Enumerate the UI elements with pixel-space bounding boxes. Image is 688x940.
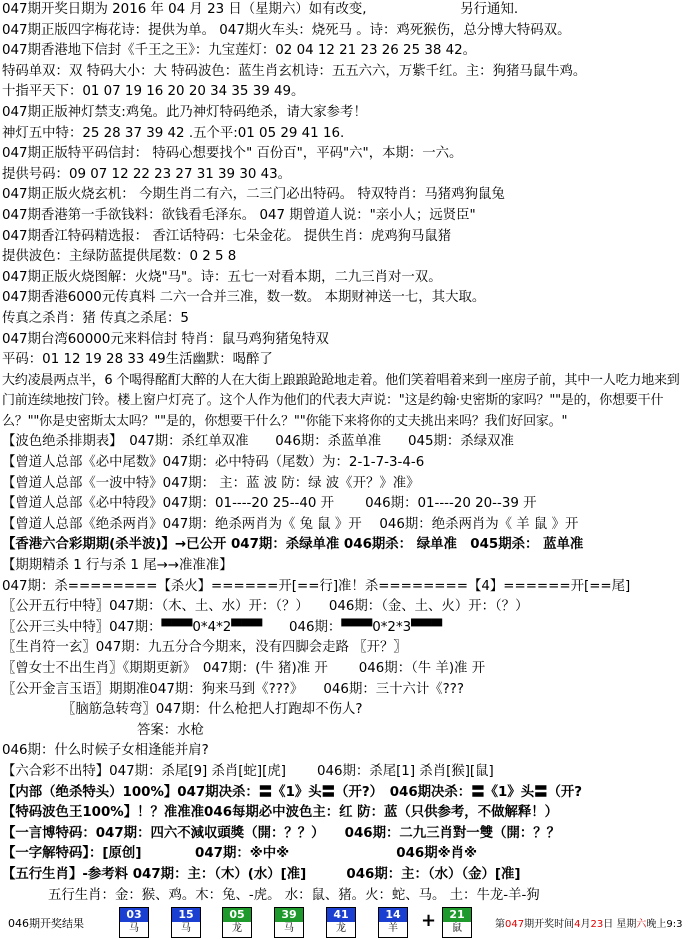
no-special-line: 【六合彩不出特】047期：杀尾[9] 杀肖[蛇][虎] 046期：杀尾[1] 杀肖[猴][鼠] bbox=[2, 763, 494, 779]
fax-6000-line: 047期香港6000元传真料 二六一合并三准，数一数。 本期财神送一七，其大取。 bbox=[2, 290, 486, 306]
tail-number-line: 【曾道人总部《必中尾数》047期：必中特码（尾数）为：2-1-7-3-4-6 bbox=[2, 455, 425, 471]
forecast-document bbox=[2, 0, 686, 906]
one-char-special-line: 【一字解特码】：[原创] 047期：※中※ 046期※肖※ bbox=[2, 846, 478, 862]
plum-poem-line: 047期正版四字梅花诗：提供为单。 047期火车头：烧死马 。诗：鸡死猴伤，总分博大特码双。 bbox=[2, 22, 571, 38]
flat-humor-line: 平码：01 12 19 28 33 49生活幽默：喝醉了 bbox=[2, 352, 273, 368]
results-label: 046期开奖结果 bbox=[8, 917, 84, 930]
five-element-zodiac-line: 【五行生肖】-参考料 047期：主：（木）(水）[准] 046期：主：（水）（金）[准] bbox=[2, 866, 521, 882]
kill-half-wave-line: 【香港六合彩期期(杀半波)】→已公开 047期：杀绿单准 046期杀： 绿单准 045期杀： 蓝单准 bbox=[2, 537, 584, 553]
golden-words-line: 〖公开金言玉语〗期期准047期：狗来马到《???》 046期：三十六计《??? bbox=[2, 681, 464, 697]
result-ball: 14 羊 bbox=[378, 907, 408, 938]
result-ball: 03 马 bbox=[119, 907, 149, 938]
taiwan-envelope-line: 047期台湾60000元来料信封 特肖：鼠马鸡狗猪兔特双 bbox=[2, 331, 329, 347]
envelope-line: 047期香港地下信封《千王之王》：九宝莲灯：02 04 12 21 23 26 25 38 42。 bbox=[2, 43, 477, 59]
madam-zeng-line: 〖曾女士不出生肖〗《期期更新》 047期：(牛 猪)准 开 046期：（牛 羊)准 开 bbox=[2, 661, 486, 677]
special-ball: 21 鼠 bbox=[442, 907, 472, 938]
lamp-ban-line: 047期正版神灯禁支:鸡兔。此乃神灯特码绝杀，请大家参考！ bbox=[2, 104, 367, 120]
lamp-five-line: 神灯五中特：25 28 37 39 42 .五个平:01 05 29 41 16. bbox=[2, 125, 345, 141]
result-ball: 05 龙 bbox=[222, 907, 252, 938]
flat-envelope-line: 047期正版特平码信封： 特码心想要找个" 百份百"，平码"六"，本期：一六。 bbox=[2, 146, 463, 162]
fire-secret-line: 047期正版火烧玄机： 今期生肖二有六，二三门必出特码。 特双特肖：马猪鸡狗鼠兔 bbox=[2, 187, 505, 203]
result-ball: 15 马 bbox=[171, 907, 201, 938]
next-draw-info: 第047期开奖时间4月23日 星期六晚上9:3 bbox=[495, 919, 683, 930]
teaser-046-line: 046期：什么时候子女相逢能并肩? bbox=[2, 743, 209, 759]
draw-results-bar bbox=[0, 905, 688, 940]
teaser-answer-line: 答案：水枪 bbox=[137, 722, 204, 738]
three-heads-line: 〖公开三头中特〗047期：▀▀▀0*4*2▀▀▀ 046期：▀▀▀0*2*3▀▀▀ bbox=[2, 619, 443, 635]
ten-fingers-line: 十指平天下：01 07 19 16 20 20 34 35 39 49。 bbox=[2, 84, 305, 100]
five-elements-line: 〖公开五行中特〗047期：（木、土、水）开：（？） 046期：（金、土、火）开：（？） bbox=[2, 599, 529, 615]
one-wave-line: 【曾道人总部《一波中特》047期： 主：蓝 波 防：绿 波《开？》准》 bbox=[2, 475, 420, 491]
draw-date-line: 047期开奖日期为 2016 年 04 月 23 日（星期六）如有改变, 另行通知. bbox=[2, 2, 519, 17]
fax-kill-line: 传真之杀肖：猪 传真之杀尾：5 bbox=[2, 310, 189, 326]
wave-king-line: 【特码波色王100%】！？准准准046每期必中波色主：红 防：蓝（只供参考，不做解释！） bbox=[2, 805, 559, 821]
internal-kill-line: 【内部（绝杀特头）100%】047期决杀：〓《1》头〓（开?） 046期决杀：〓《1》头〓（开? bbox=[2, 784, 583, 800]
special-number-line: 特码单双：双 特码大小：大 特码波色：蓝生肖玄机诗：五五六六，万紫千红。主：狗猪马鼠牛鸡。 bbox=[2, 63, 587, 79]
brain-teaser-line: 〖脑筋急转弯〗047期：什么枪把人打跑却不伤人? bbox=[62, 702, 363, 718]
fire-diagram-line: 047期正版火烧图解：火烧"马"。诗：五七一对看本期，二九三肖对一双。 bbox=[2, 269, 442, 285]
wave-kill-table-line: 【波色绝杀排期表】 047期：杀红单双准 046期：杀蓝单准 045期：杀绿双准 bbox=[2, 434, 514, 450]
kill-two-zodiac-line: 【曾道人总部《绝杀两肖》047期：绝杀两肖为《 兔 鼠 》开 046期：绝杀两肖为《 羊 鼠 》开 bbox=[2, 516, 579, 532]
humor-story: 大约凌晨两点半，6 个喝得酩酊大醉的人在大街上踉踉跄跄地走着。他们笑着唱着来到一座房子前，其中一人吃力地来到门前连续地按门铃。楼上窗户灯亮了。这个人作为他们的代表大声说："这是约翰·史密斯的家吗？""是的，你想要干什么？""你是史密斯太太吗？""是的，你想要干什么？""你能下来将你的丈夫挑出来吗？我们好回家。" bbox=[2, 372, 680, 429]
kill-row-tail-title: 【期期精杀 1 行与杀 1 尾→→准准准】 bbox=[2, 558, 233, 574]
hk-river-line: 047期香江特码精选报： 香江话特码：七朵金花。 提供生肖：虎鸡狗马鼠猪 bbox=[2, 228, 452, 244]
one-word-special-line: 【一言博特码：047期：四六不減収頭獎（開：？？） 046期：二九三肖對一雙（開：？？ bbox=[2, 825, 561, 841]
number-range-line: 【曾道人总部《必中特段》047期：01----20 25--40 开 046期：01----20 20--39 开 bbox=[2, 496, 537, 512]
hk-first-hand-line: 047期香港第一手欲钱料：欲钱看毛泽东。 047 期曾道人说："亲小人；远贤臣" bbox=[2, 207, 476, 223]
five-element-list-line: 五行生肖：金：猴、鸡。木：兔、-虎。 水：鼠、猪。火：蛇、马。 土：牛龙-羊-狗 bbox=[48, 887, 540, 903]
kill-fire-tail-line: 047期：杀========【杀火】======开[==行]准！杀========【4】======开[==尾] bbox=[2, 578, 631, 594]
zodiac-riddle-line: 〖生肖符一玄〗047期：九五分合今期来，没有四脚会走路 〖开？〗 bbox=[2, 640, 407, 656]
plus-sign: + bbox=[421, 910, 437, 931]
result-ball: 41 龙 bbox=[326, 907, 356, 938]
result-ball: 39 马 bbox=[274, 907, 304, 938]
wave-color-line: 提供波色：主绿防蓝提供尾数：0 2 5 8 bbox=[2, 249, 237, 265]
provide-numbers-line: 提供号码：09 07 12 22 23 27 31 39 30 43。 bbox=[2, 166, 292, 182]
